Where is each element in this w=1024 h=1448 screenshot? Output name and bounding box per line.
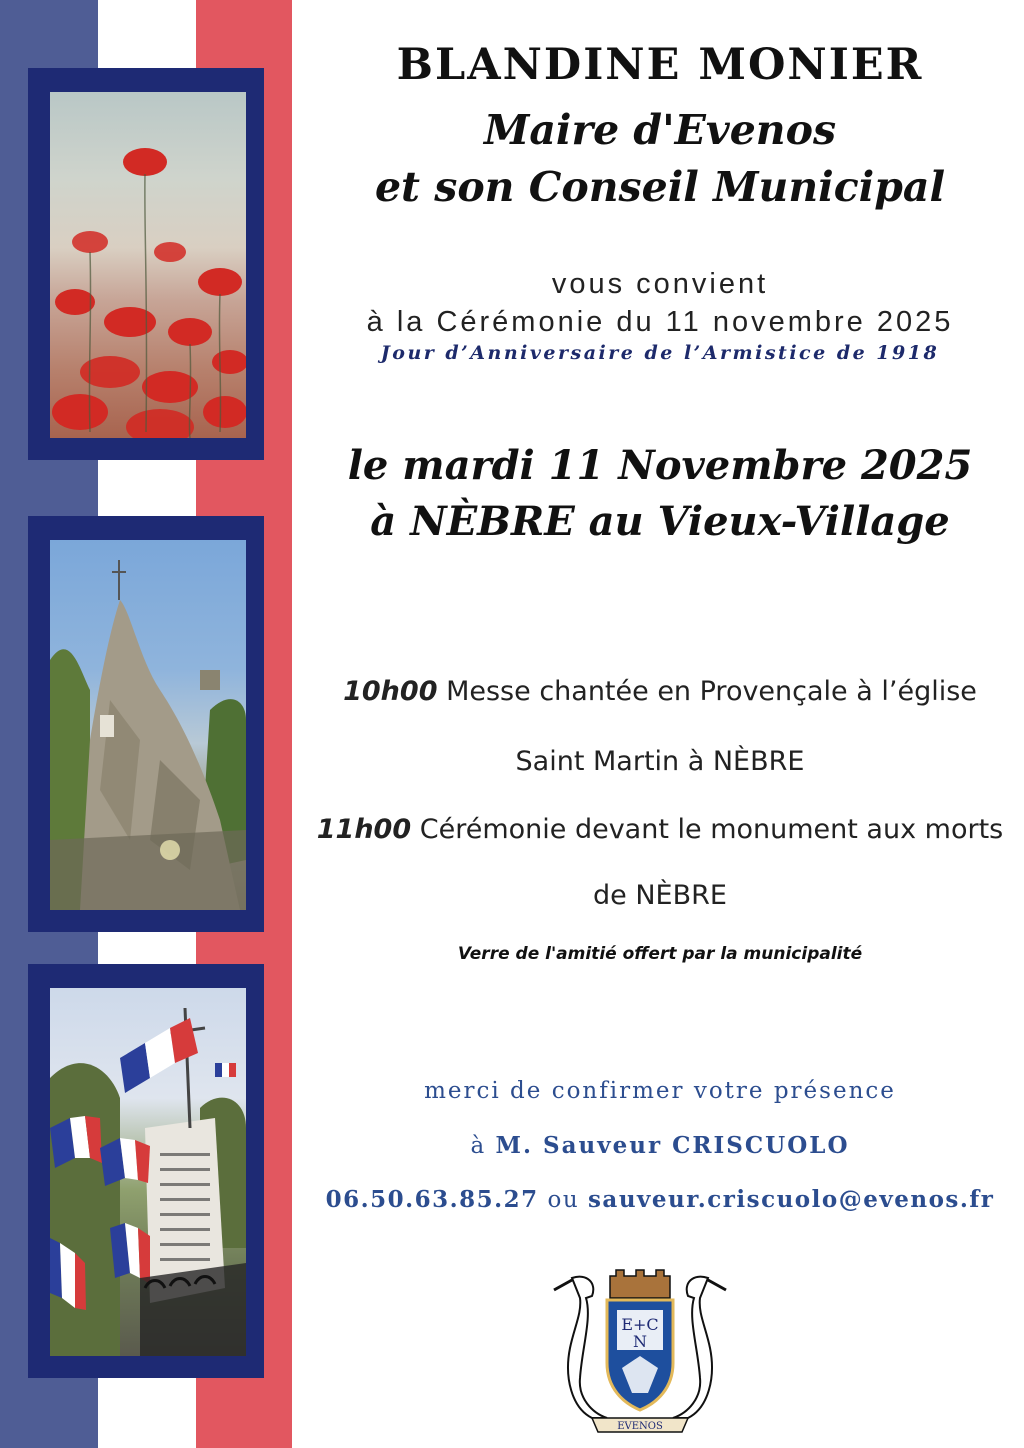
contact-phone[interactable]: 06.50.63.85.27 [325,1186,539,1213]
invitation-line-1: vous convient [551,268,769,300]
crest-letters-bottom: N [633,1332,647,1351]
rsvp-contact [300,1132,1020,1159]
armistice-subtitle: Jour d’Anniversaire de l’Armistice de 1918 [380,342,940,364]
mayor-name: BLANDINE MONIER [396,40,924,90]
photo-frame-memorial [28,964,264,1378]
contact-name: M. Sauveur CRISCUOLO [495,1132,850,1159]
program-text: Cérémonie devant le monument aux morts [419,814,1004,845]
memorial-photo [50,988,246,1356]
program-time: 10h00 [343,676,438,707]
photo-frame-poppies [28,68,264,460]
program-item-ceremony-location: de NÈBRE [593,880,727,911]
event-place: à NÈBRE au Vieux-Village [370,498,950,545]
program-text: Messe chantée en Provençale à l’église [446,676,977,707]
event-date-place [300,438,1020,550]
mayor-title [300,102,1020,217]
council-line: et son Conseil Municipal [374,163,946,212]
contact-email[interactable]: sauveur.criscuolo@evenos.fr [587,1186,995,1213]
rsvp-prefix: à [470,1133,496,1159]
program-time: 11h00 [316,814,412,845]
crest-letters-top: E+C [621,1315,659,1334]
invitation-line-2: à la Cérémonie du 11 novembre 2025 [366,305,954,338]
rsvp-details [300,1186,1020,1213]
mayor-role: Maire d'Evenos [483,106,837,154]
invitation-text [300,266,1020,341]
poppies-photo [50,92,246,438]
program-item-mass-location: Saint Martin à NÈBRE [515,746,805,777]
monument-photo [50,540,246,910]
program-item-mass [300,676,1020,707]
contact-separator: ou [538,1187,588,1213]
evenos-coat-of-arms-icon [552,1268,728,1434]
program-item-ceremony [300,814,1020,845]
reception-note: Verre de l'amitié offert par la municipalité [457,944,863,964]
crest-banner-text: EVENOS [617,1421,663,1432]
rsvp-request: merci de confirmer votre présence [424,1078,896,1104]
event-date: le mardi 11 Novembre 2025 [347,442,973,489]
photo-frame-monument [28,516,264,932]
